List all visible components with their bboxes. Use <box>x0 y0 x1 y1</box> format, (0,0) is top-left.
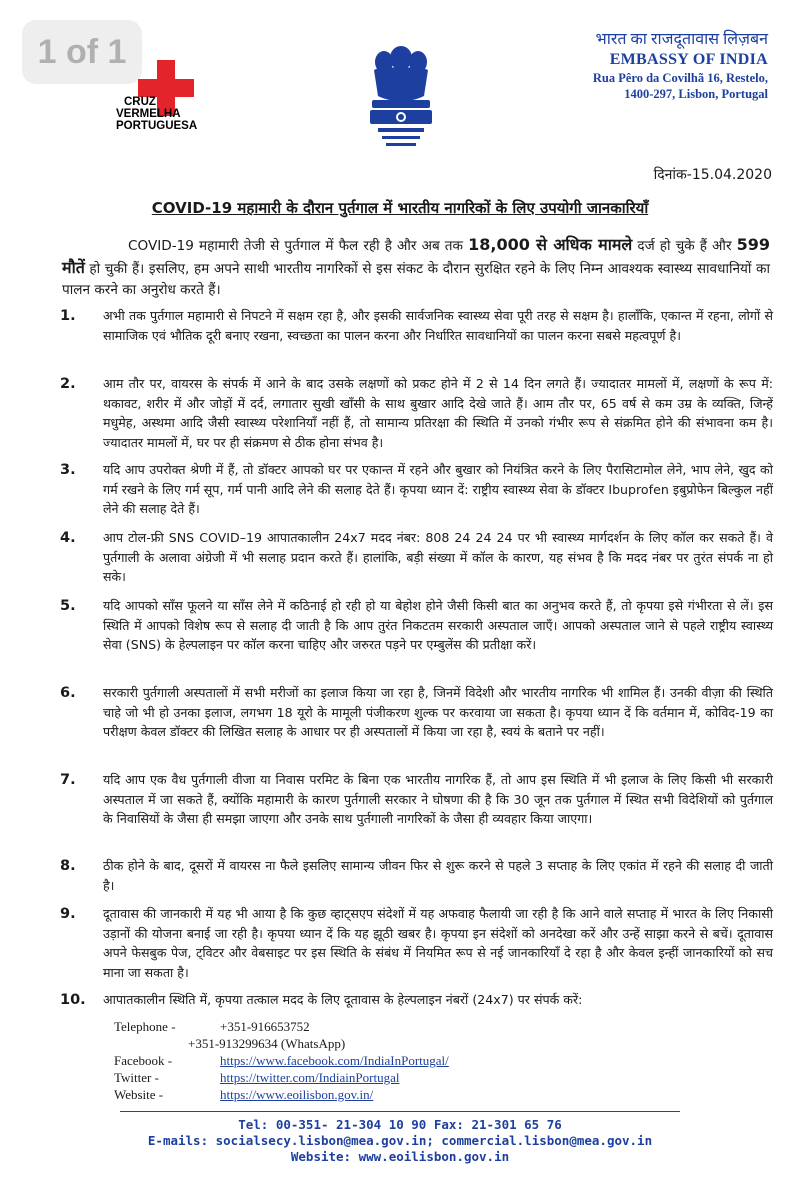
embassy-address-line-1: Rua Pêro da Covilhã 16, Restelo, <box>592 71 768 85</box>
item-text: सरकारी पुर्तगाली अस्पतालों में सभी मरीजों का इलाज किया जा रहा है, जिनमें विदेशी और भारतीय नागरिक भी शामिल हैं। उनकी वीज़ा की स्थिति चाहे जो भी हो उनका इलाज, लगभग 18 यूरो के मामूली पंजीकरण शुल्क पर करवाया जा सकता है। कृपया ध्यान दें कि वर्तमान में, कोविद-19 का परीक्षण केवल डॉक्टर की लिखित सलाह के आधार पर ही अस्पतालों में किया जा रहा है, स्वयं के बताने पर नहीं। <box>103 685 773 739</box>
item-number: 10. <box>60 992 86 1008</box>
item-number: 2. <box>60 376 76 392</box>
national-emblem-icon <box>362 40 440 152</box>
footer-phone-fax: Tel: 00-351- 21-304 10 90 Fax: 21-301 65 76 <box>238 1117 562 1132</box>
item-number: 3. <box>60 462 76 478</box>
intro-text-3: हो चुकी हैं। इसलिए, हम अपने साथी भारतीय नागरिकों से इस संकट के दौरान सुरक्षित रहने के लिए निम्न आवश्यक स्वास्थ्य सावधानियों का पालन करने का अनुरोध करते हैं। <box>62 261 770 298</box>
telephone-row <box>114 1018 449 1035</box>
logo-line-1: CRUZ <box>124 96 156 108</box>
red-cross-logo-text <box>116 96 197 132</box>
twitter-link[interactable]: https://twitter.com/IndiainPortugal <box>220 1070 400 1085</box>
intro-cases-count: 18,000 से अधिक मामले <box>468 235 633 254</box>
helpline-contacts <box>114 1018 449 1103</box>
logo-line-2: VERMELHA <box>116 108 181 120</box>
footer <box>0 1117 800 1165</box>
embassy-letterhead <box>593 30 768 102</box>
item-text: अभी तक पुर्तगाल महामारी से निपटने में सक्षम रहा है, और इसकी सार्वजनिक स्वास्थ्य सेवा पूरी तरह से सक्षम है। हालाँकि, एकान्त में रहना, लोगों से सामाजिक एवं भौतिक दूरी बनाए रखना, स्वच्छता का पालन करना और निर्धारित सावधानियों का पालन करना सबसे महत्वपूर्ण है। <box>103 308 773 343</box>
intro-paragraph <box>62 234 770 301</box>
website-label: Website - <box>114 1087 164 1102</box>
intro-text-2: दर्ज हो चुके हैं और <box>632 238 737 254</box>
item-text: यदि आपको साँस फूलने या साँस लेने में कठिनाई हो रही हो या बेहोश होने जैसी किसी बात का अनुभव करते हैं, तो कृपया इसे गंभीरता से लें। इस स्थिति में आपको विशेष रूप से सलाह दी जाती है कि आप तुरंत निकटतम सरकारी अस्पताल जाएँ। आपको अस्पताल जाने से पहले राष्ट्रीय स्वास्थ्य सेवा (SNS) के हेल्पलाइन पर कॉल करना चाहिए और जरुरत पड़ने पर एम्बुलेंस की प्रतीक्षा करें। <box>103 598 773 652</box>
item-text: यदि आप उपरोक्त श्रेणी में हैं, तो डॉक्टर आपको घर पर एकान्त में रहने और बुखार को नियंत्रित करने के लिए पैरासिटामोल लेने, भाप लेने, खुद को गर्म रखने के लिए गर्म सूप, गर्म पानी आदि लेने की सलाह देते हैं। कृपया ध्यान दें: राष्ट्रीय स्वास्थ्य सेवा के डॉक्टर Ibuprofen इबुप्रोफेन बिल्कुल नहीं लेने की सलाह देते हैं। <box>103 462 773 516</box>
page-indicator: 1 of 1 <box>22 20 142 84</box>
item-text: यदि आप एक वैध पुर्तगाली वीजा या निवास परमिट के बिना एक भारतीय नागरिक हैं, तो आप इस स्थिति में भी इलाज के लिए किसी भी सरकारी अस्पताल में जा सकते हैं, क्योंकि महामारी के कारण पुर्तगाली सरकार ने घोषणा की है कि 30 जून तक पुर्तगाल में स्थित सभी विदेशियों को पुर्तगाल के निवासियों के जैसा ही समझा जाएगा और उनके साथ पुर्तगाली नागरिकों के जैसा ही व्यवहार किया जाएगा। <box>103 772 773 826</box>
telephone-number-2: +351-913299634 (WhatsApp) <box>188 1036 346 1051</box>
telephone-number-1: +351-916653752 <box>220 1019 310 1034</box>
footer-emails: E-mails: socialsecy.lisbon@mea.gov.in; commercial.lisbon@mea.gov.in <box>147 1133 653 1148</box>
item-number: 5. <box>60 598 76 614</box>
intro-deaths-count: 599 मौतें <box>62 235 770 277</box>
facebook-label: Facebook - <box>114 1053 173 1068</box>
item-number: 8. <box>60 858 76 874</box>
telephone-label: Telephone - <box>114 1019 176 1034</box>
embassy-name: EMBASSY OF INDIA <box>609 51 768 68</box>
telephone-row-2 <box>114 1035 449 1052</box>
facebook-row <box>114 1052 449 1069</box>
item-number: 1. <box>60 308 76 324</box>
item-number: 4. <box>60 530 76 546</box>
item-number: 7. <box>60 772 76 788</box>
facebook-link[interactable]: https://www.facebook.com/IndiaInPortugal/ <box>220 1053 449 1068</box>
twitter-label: Twitter - <box>114 1070 159 1085</box>
intro-text-1: COVID-19 महामारी तेजी से पुर्तगाल में फैल रही है और अब तक <box>128 238 469 254</box>
item-number: 9. <box>60 906 76 922</box>
item-text: ठीक होने के बाद, दूसरों में वायरस ना फैले इसलिए सामान्य जीवन फिर से शुरू करने से पहले 3 सप्ताह के लिए एकांत में रहने की सलाह दी जाती है। <box>103 858 773 893</box>
embassy-hindi-name: भारत का राजदूतावास लिज़बन <box>595 31 768 48</box>
logo-line-3: PORTUGUESA <box>116 120 198 132</box>
embassy-address-line-2: 1400-297, Lisbon, Portugal <box>624 87 768 101</box>
item-text: आपातकालीन स्थिति में, कृपया तत्काल मदद के लिए दूतावास के हेल्पलाइन नंबरों (24x7) पर संपर्क करें: <box>103 992 583 1007</box>
footer-divider <box>120 1111 680 1112</box>
website-link[interactable]: https://www.eoilisbon.gov.in/ <box>220 1087 374 1102</box>
item-text: दूतावास की जानकारी में यह भी आया है कि कुछ व्हाट्सएप संदेशों में यह अफवाह फैलायी जा रही है कि आने वाले सप्ताह में भारत के लिए निकासी उड़ानों की योजना बनाई जा रही है। कृपया ध्यान दें कि यह झूठी खबर है। कृपया इन संदेशों को अनदेखा करें और उन्हें साझा करने से बचें। दूतावास अपने फेसबुक पेज, ट्विटर और वेबसाइट पर इस स्थिति के संबंध में नियमित रूप से नई जानकारियाँ दे रहा है और केवल इन्हीं जानकारियों को सच माना जा सकता है। <box>103 906 773 980</box>
twitter-row <box>114 1069 449 1086</box>
item-text: आप टोल-फ्री SNS COVID–19 आपातकालीन 24x7 मदद नंबर: 808 24 24 24 पर भी स्वास्थ्य मार्गदर्शन के लिए कॉल कर सकते हैं। वे पुर्तगाली के अलावा अंग्रेजी में भी सलाह प्रदान करते हैं। हालांकि, बड़ी संख्या में कॉल के कारण, यह संभव है कि मदद नंबर पर तुरंत संपर्क ना हो सके। <box>103 530 773 584</box>
item-number: 6. <box>60 685 76 701</box>
item-text: आम तौर पर, वायरस के संपर्क में आने के बाद उसके लक्षणों को प्रकट होने में 2 से 14 दिन लगते हैं। ज्यादातर मामलों में, लक्षणों के रूप में: थकावट, शरीर में और जोड़ों में दर्द, लगातार सुखी खाँसी के साथ बुखार आदि देखे जाते हैं। आम तौर पर, 65 वर्ष से कम उम्र के व्यक्ति, जिन्हें मधुमेह, अस्थमा आदि जैसी स्वास्थ्य परेशानियाँ नहीं हैं, तो सामान्य प्रतिरक्षा की स्थिति में उनको गंभीर रूप से संक्रमित होने की संभावना कम है। ज्यादातर मामलों में, घर पर ही संक्रमण से ठीक होना संभव है। <box>103 376 773 450</box>
document-date: दिनांक-15.04.2020 <box>653 167 772 183</box>
document-title: COVID-19 महामारी के दौरान पुर्तगाल में भारतीय नागरिकों के लिए उपयोगी जानकारियाँ <box>151 199 649 217</box>
footer-website: Website: www.eoilisbon.gov.in <box>290 1149 510 1164</box>
website-row <box>114 1086 449 1103</box>
